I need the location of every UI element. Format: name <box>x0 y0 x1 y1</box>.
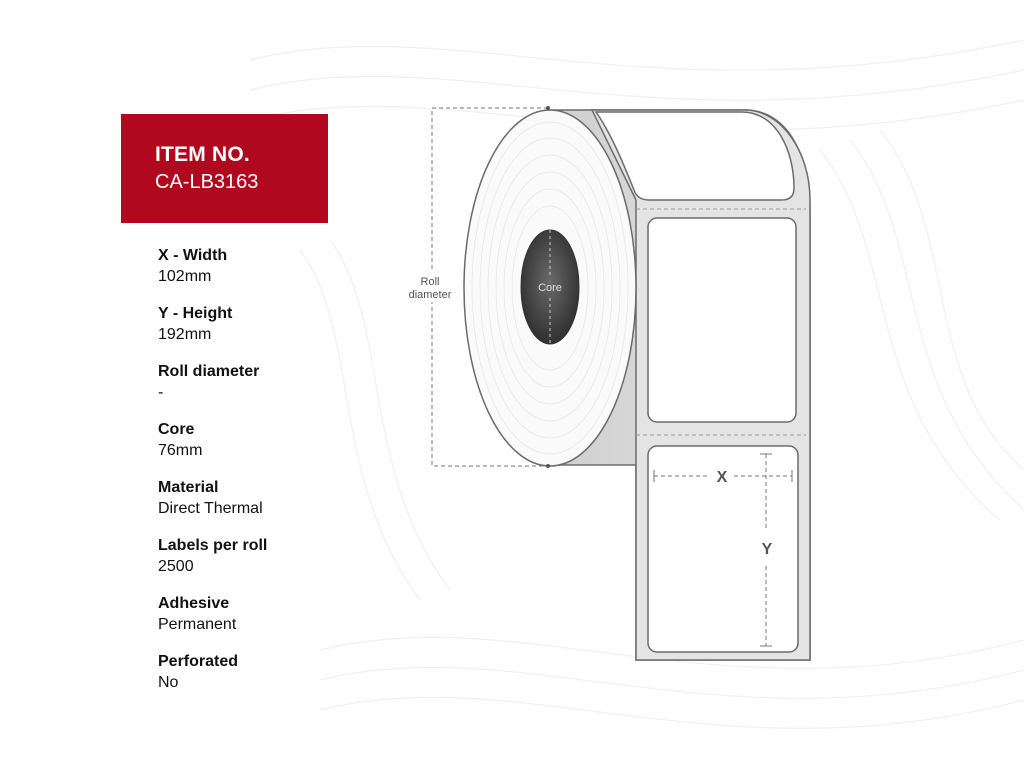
item-title: ITEM NO. <box>155 143 250 166</box>
spec-label: Adhesive <box>158 595 230 612</box>
spec-value: No <box>158 674 179 691</box>
roll-diameter-label-line2: diameter <box>408 289 452 301</box>
spec-value: 76mm <box>158 442 203 459</box>
spec-label: X - Width <box>158 247 228 264</box>
core-label: Core <box>538 282 562 294</box>
spec-value: 192mm <box>158 326 212 343</box>
spec-label: Core <box>158 421 195 438</box>
spec-value: 2500 <box>158 558 194 575</box>
spec-value: Direct Thermal <box>158 500 263 517</box>
spec-label: Labels per roll <box>158 537 268 554</box>
spec-value: - <box>158 384 164 401</box>
spec-label: Material <box>158 479 219 496</box>
label-middle <box>648 218 796 422</box>
item-number: CA-LB3163 <box>155 171 259 193</box>
x-dimension-label: X <box>716 469 728 486</box>
dimension-dot <box>546 106 550 110</box>
dimension-dot <box>546 464 550 468</box>
spec-value: 102mm <box>158 268 212 285</box>
spec-label: Y - Height <box>158 305 233 322</box>
roll-diameter-label-line1: Roll <box>420 276 440 288</box>
spec-label: Roll diameter <box>158 363 260 380</box>
y-dimension-label: Y <box>761 541 773 558</box>
spec-label: Perforated <box>158 653 239 670</box>
spec-value: Permanent <box>158 616 237 633</box>
